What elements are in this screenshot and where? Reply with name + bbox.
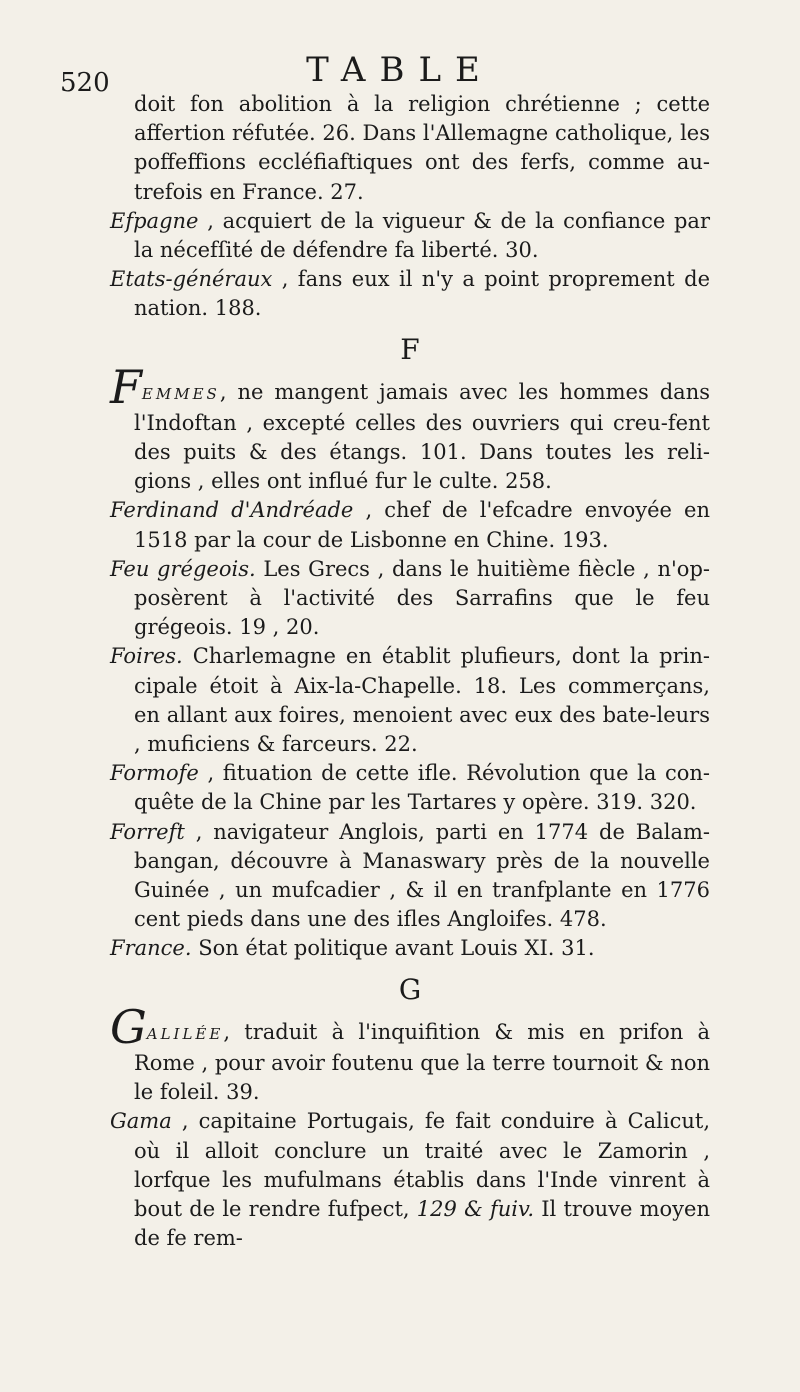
page-number: 520	[60, 68, 110, 98]
small-caps-term: EMMES	[141, 384, 220, 403]
entry-ref-suiv: fuiv.	[482, 1196, 535, 1221]
entry-term: France.	[110, 936, 192, 961]
continued-entry: doit fon abolition à la religion chrétienne ; cette affertion réfutée. 26. Dans l'Allemagne catholique, les poffeffions eccléfiaftiques ont des ferfs, comme au-trefois en France. 27.	[134, 92, 710, 204]
entry-text: , fans eux il n'y a point proprement de nation. 188.	[134, 267, 710, 321]
entry-ref: 129 &	[416, 1196, 483, 1221]
entry-text: , traduit à l'inquifition & mis en prifon à Rome , pour avoir foutenu que la terre tournoit & non le foleil. 39.	[134, 1019, 710, 1105]
index-entry-forrest	[110, 818, 710, 935]
entry-term: Foires.	[110, 644, 183, 669]
entry-text: Charlemagne en établit plufieurs, dont la prin-cipale étoit à Aix-la-Chapelle. 18. Les commerçans, en allant aux foires, menoient avec eux des bate-leurs , muficiens & farceurs. 22.	[134, 644, 710, 757]
index-entry-feu-gregeois	[110, 555, 710, 643]
entry-text-tail: Il trouve moyen de fe rem-	[134, 1196, 710, 1251]
index-entry-gama	[110, 1107, 710, 1253]
entry-text: , chef de l'efcadre envoyée en 1518 par la cour de Lisbonne en Chine. 193.	[134, 498, 710, 552]
index-entry-espagne	[110, 207, 710, 265]
index-entry-foires	[110, 642, 710, 759]
entry-text: , ne mangent jamais avec les hommes dans l'Indoftan , excepté celles des ouvriers qui creu-fent des puits & des étangs. 101. Dans toutes les reli-gions , elles ont influé fur le culte. 258.	[134, 379, 710, 494]
section-letter-g: G	[398, 972, 422, 1006]
entry-text: , navigateur Anglois, parti en 1774 de Balam-bangan, découvre à Manaswary près de la nouvelle Guinée , un mufcadier , & il en tranfplante en 1776 cent pieds dans une des ifles Angloifes. 478.	[134, 819, 710, 932]
running-title: TABLE	[306, 50, 494, 90]
entry-term: Etats-généraux	[110, 267, 273, 292]
index-entry-etats-generaux	[110, 265, 710, 323]
entry-term: Formofe	[110, 761, 199, 786]
drop-capital: F	[110, 359, 142, 414]
entry-term: Forreft	[110, 819, 185, 844]
entry-term: Ferdinand d'Andréade	[110, 498, 354, 523]
entry-term: Feu grégeois.	[110, 556, 256, 581]
small-caps-term: ALILÉE	[146, 1024, 224, 1043]
section-letter-f: F	[400, 332, 420, 366]
entry-text: , capitaine Portugais, fe fait conduire à Calicut, où il alloit conclure un traité avec le Zamorin , lorfque les mufulmans établis dans l'Inde vinrent à bout de le rendre fufpect,	[134, 1109, 710, 1221]
index-entry-formose	[110, 759, 710, 817]
entry-text: , acquiert de la vigueur & de la confiance par la nécefſité de défendre fa liberté. 30.	[134, 208, 710, 263]
entry-term: Gama	[110, 1109, 172, 1134]
entry-term: Efpagne	[110, 208, 199, 233]
index-entry-france	[110, 934, 710, 963]
entry-text: Les Grecs , dans le huitième fiècle , n'op-posèrent à l'activité des Sarrafins que le feu grégeois. 19 , 20.	[134, 556, 710, 640]
running-header	[60, 50, 710, 98]
index-entry-ferdinand	[110, 496, 710, 554]
entry-text: , fituation de cette ifle. Révolution que la con-quête de la Chine par les Tartares y opère. 319. 320.	[134, 761, 710, 815]
index-entry-galilee	[110, 999, 710, 1108]
entry-text: Son état politique avant Louis XI. 31.	[191, 936, 595, 961]
index-entry-femmes	[110, 359, 710, 497]
drop-capital: G	[110, 999, 147, 1054]
